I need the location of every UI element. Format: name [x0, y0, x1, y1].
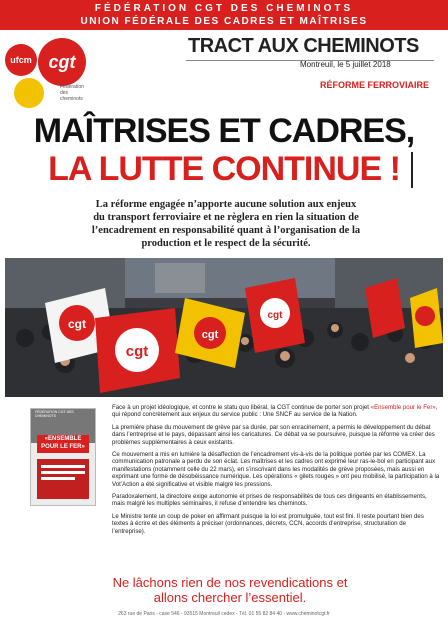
ensemble-pour-le-fer-booklet [30, 408, 96, 506]
booklet-line [41, 471, 85, 474]
flag-text-center: cgt [125, 343, 149, 360]
closing-slogan: Ne lâchons rien de nos revendications et allons chercher l’essentiel. [112, 575, 348, 605]
booklet-line [41, 465, 85, 468]
body-paragraph-3: Ce mouvement a mis en lumière la désaffection de l’encadrement vis-à-vis de la politique portée par les COMEX. La communication patronale a perdu de son éclat. Les maîtrises et les cadres ont exprimé leur ras-le-bol en participant aux manifestations (notamment celle du 22 mars), en s’inscrivant dans les modalités de grève proposées, mais aussi en exprimant une forme de désobéissance numérique. Les opérations « gilets rouges » ont peu mobilisé, la participation à la Vot’Action a été significative et visible malgré les pressions. [112, 451, 440, 488]
cgt-logo-subtitle: Fédération des cheminots [60, 84, 84, 102]
footer-address: 263 rue de Paris - case 546 - 93515 Montreuil cedex - Tél. 01 55 82 84 40 - www.cheminotcgt.fr [118, 611, 330, 617]
headline-line1: MAÎTRISES ET CADRES, [33, 112, 415, 150]
flag-text-left: cgt [68, 317, 86, 331]
body-text [112, 404, 440, 540]
headline-line2: LA LUTTE CONTINUE ! [48, 150, 400, 188]
body-paragraph-2: La première phase du mouvement de grève par sa durée, par son enracinement, a permis le développement du débat dans l’entreprise et le pays, dépassant ainsi les caricatures. Ce débat va se poursuivre, puisque la réforme va créer des problèmes supplémentaires à ceux existants. [112, 423, 435, 446]
body-paragraph-1: Face à un projet idéologique, et contre le statu quo libéral, la CGT continue de porter son projet «Ensemble pour le Fer», qui répond concrètement aux enjeux du service public : Une SNCF au service de la Nation. [112, 404, 438, 419]
date-line: Montreuil, le 5 juillet 2018 [300, 60, 391, 69]
union-title: UNION FÉDÉRALE DES CADRES ET MAÎTRISES [80, 16, 368, 27]
crowd-illustration [5, 258, 443, 397]
project-name: «Ensemble pour le Fer» [370, 404, 436, 411]
top-banner [0, 0, 448, 30]
text-cursor [411, 152, 413, 188]
cgt-flag-right-center [245, 278, 305, 353]
ufcm-logo-accent [14, 78, 44, 108]
booklet-caption: FÉDÉRATION CGT DES CHEMINOTS [35, 410, 74, 418]
tract-title: TRACT AUX CHEMINOTS [188, 35, 419, 57]
booklet-line [41, 477, 75, 480]
flag-text-right-center: cgt [267, 310, 283, 321]
cgt-flag-center [95, 308, 180, 393]
section-label: RÉFORME FERROVIAIRE [320, 80, 430, 90]
flag-text-yellow: cgt [201, 329, 219, 341]
booklet-title: «ENSEMBLE POUR LE FER» [37, 435, 89, 453]
federation-title: FÉDÉRATION CGT DES CHEMINOTS [94, 3, 354, 14]
ufcm-logo: ufcm [5, 44, 37, 76]
lead-paragraph: La réforme engagée n’apporte aucune solution aux enjeux du transport ferroviaire et ne règlera en rien la situation de l’encadrement en responsabilité quant à l’organisation de la production et le respect de la sécurité. [91, 199, 361, 249]
demonstration-photo [5, 258, 443, 397]
body-paragraph-4: Paradoxalement, la directoire exige autonomie et prises de responsabilités de tous ces dirigeants en établissements, mais malgré les multiples séminaires, il refuse d’entendre les cheminots. [112, 493, 427, 508]
body-paragraph-5: Le Ministre tente un coup de poker en affirmant puisque la loi est promulguée, tout est fini. Il reste pourtant bien des textes à écrire et des éléments à préciser (ordonnances, décrets, CCN, accords d’entreprise, structuration de l’entreprise). [112, 512, 424, 535]
cgt-logo: cgt [38, 38, 86, 86]
